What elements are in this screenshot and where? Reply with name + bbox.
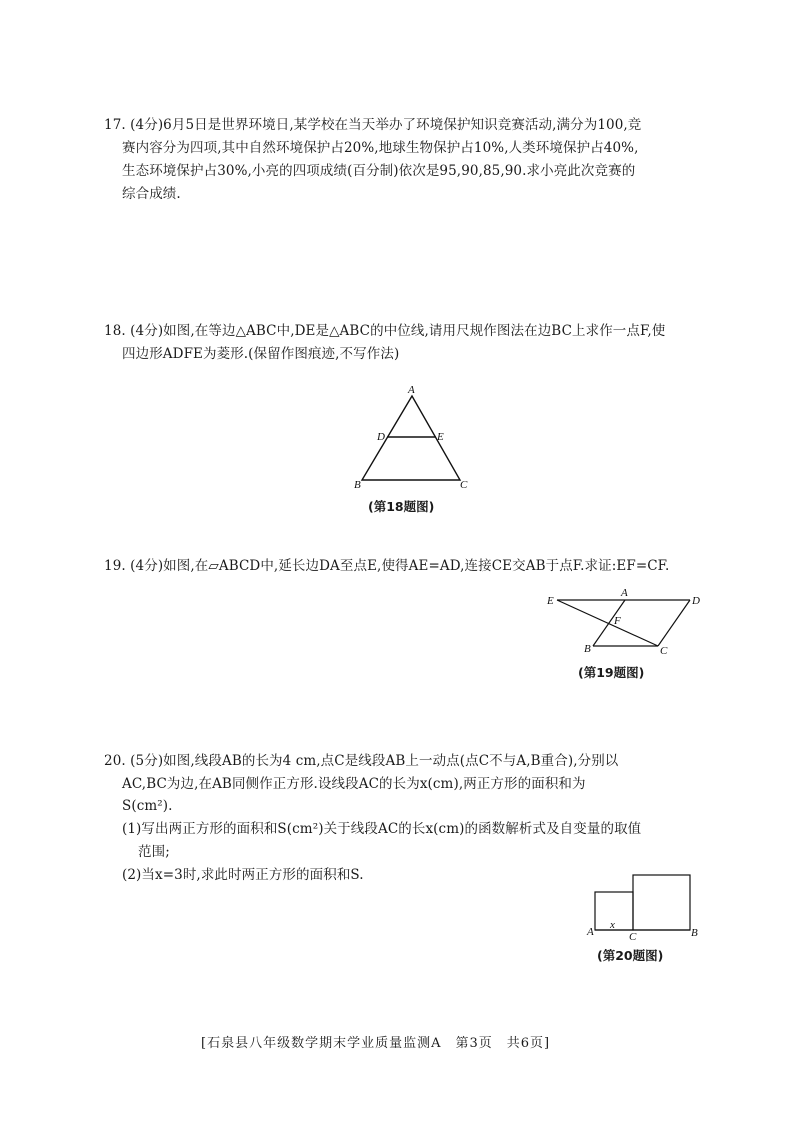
label-x: x — [610, 919, 615, 931]
label-d: D — [692, 595, 700, 607]
large-square — [633, 875, 690, 930]
q19-caption: (第19题图) — [578, 665, 645, 680]
q17-line-1: 17. (4分)6月5日是世界环境日,某学校在当天举办了环境保护知识竞赛活动,满分为100,竞 — [104, 117, 642, 133]
q20-line-2: AC,BC为边,在AB同侧作正方形.设线段AC的长为x(cm),两正方形的面积和为 — [122, 776, 586, 792]
q20-caption: (第20题图) — [597, 948, 664, 963]
label-c: C — [629, 931, 637, 943]
q20-line-6: (2)当x=3时,求此时两正方形的面积和S. — [122, 867, 364, 883]
q17-line-3: 生态环境保护占30%,小亮的四项成绩(百分制)依次是95,90,85,90.求小亮此次竞赛的 — [122, 163, 636, 179]
label-e: E — [547, 595, 554, 607]
q19-line-1: 19. (4分)如图,在▱ABCD中,延长边DA至点E,使得AE=AD,连接CE交AB于点F.求证:EF=CF. — [104, 558, 670, 574]
page-footer: [石泉县八年级数学期末学业质量监测A 第3页 共6页] — [201, 1036, 551, 1051]
label-a: A — [408, 384, 415, 396]
label-a: A — [621, 587, 628, 599]
label-b: B — [691, 927, 698, 939]
q17-line-4: 综合成绩. — [122, 186, 181, 202]
label-c: C — [660, 645, 668, 657]
q18-line-2: 四边形ADFE为菱形.(保留作图痕迹,不写作法) — [122, 346, 400, 362]
q18-line-1: 18. (4分)如图,在等边△ABC中,DE是△ABC的中位线,请用尺规作图法在边BC上求作一点F,使 — [104, 323, 666, 339]
label-f: F — [614, 615, 621, 627]
q20-line-5: 范围; — [138, 844, 170, 860]
q20-line-4: (1)写出两正方形的面积和S(cm²)关于线段AC的长x(cm)的函数解析式及自变量的取值 — [122, 821, 642, 837]
label-a: A — [587, 926, 594, 938]
label-c: C — [460, 479, 468, 491]
q18-caption: (第18题图) — [368, 499, 435, 514]
q20-line-3: S(cm²). — [122, 798, 173, 814]
q20-line-1: 20. (5分)如图,线段AB的长为4 cm,点C是线段AB上一动点(点C不与A,B重合),分别以 — [104, 753, 619, 769]
label-b: B — [584, 643, 591, 655]
label-e: E — [437, 431, 444, 443]
q17-line-2: 赛内容分为四项,其中自然环境保护占20%,地球生物保护占10%,人类环境保护占40%, — [122, 140, 639, 156]
label-d: D — [377, 431, 385, 443]
label-b: B — [354, 479, 361, 491]
